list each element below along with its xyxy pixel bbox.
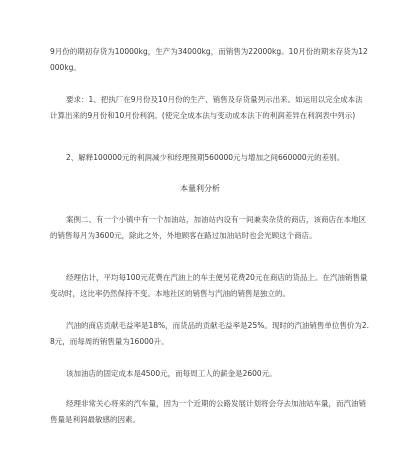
paragraph-case-concern: 经理非常关心将来的汽车量，因为一个近期的公路发展计划将会夺去加油站车量，而汽油销售量是利润最敏感的因素。 (50, 399, 366, 424)
paragraph-case-intro: 案例二、有一个小镇中有一个加油站，加油站内设有一间兼卖杂货的商店，该商店在本地区的销售每月为3600元，除此之外，外地顾客在路过加油站时也会光顾这个商店。 (50, 215, 366, 240)
paragraph-case-margins: 汽油的商店贡献毛益率是18%，而货品的贡献毛益率是25%。现时的汽油销售单位售价为2.8元，而每周的销售量为16000升。 (50, 321, 369, 346)
section-title: 本量利分析 (180, 184, 220, 193)
paragraph-case-fixed-cost: 该加油店的固定成本是4500元，而每周工人的薪金是2600元。 (66, 369, 277, 378)
paragraph-inventory: 9月份的期初存货为10000kg，生产为34000kg，而销售为22000kg。10月份的期末存货为12000kg。 (50, 47, 368, 72)
paragraph-requirement-1: 要求：1、把执厂在9月份及10月份的生产、销售及存货量列示出来。如运用以完全成本法计算出来的9月份和10月份利润。(使完全成本法与变动成本法下的利润差异在利润表中列示) (50, 95, 363, 120)
paragraph-case-estimate: 经理估计，平均每100元花费在汽油上的车主便另花费20元在商店的货品上。在汽油销售量变动时，这比率仍然保持不变。本地社区的销售与汽油的销售是独立的。 (50, 273, 368, 298)
paragraph-requirement-2: 2、解释100000元的利润减少和经理预期560000元与增加之间660000元的差别。 (66, 153, 345, 162)
